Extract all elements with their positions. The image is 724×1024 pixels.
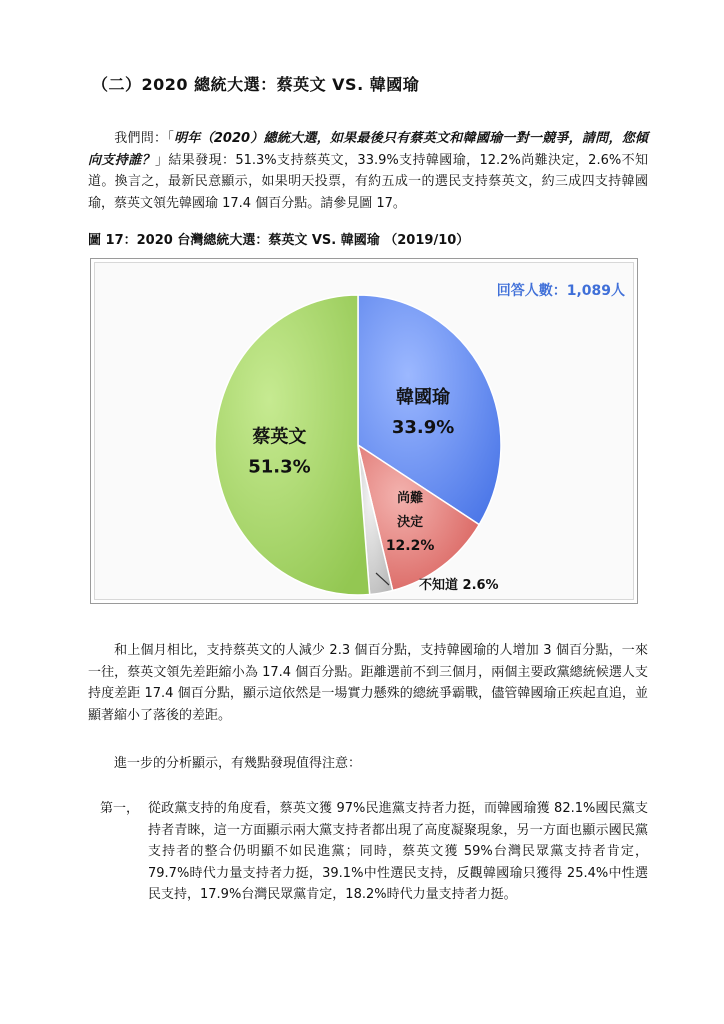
undecided-value: 12.2% <box>385 538 435 555</box>
comparison-paragraph <box>88 640 648 726</box>
undecided-label-line2: 決定 <box>397 515 424 531</box>
intro-paragraph <box>88 128 648 214</box>
pie-chart-frame <box>90 258 638 604</box>
han-kuo-yu-value: 33.9% <box>391 417 455 439</box>
pie-chart <box>91 259 637 603</box>
finding-item-1 <box>100 798 648 906</box>
section-heading: （二）2020 總統大選：蔡英文 VS. 韓國瑜 <box>92 75 420 94</box>
survey-question: 明年（2020）總統大選，如果最後只有蔡英文和韓國瑜一對一競爭，請問，您傾向支持誰？ <box>88 131 648 168</box>
intro-prefix: 我們問：「 <box>114 131 175 146</box>
respondent-count-label: 回答人數：1,089人 <box>496 283 625 299</box>
findings-intro-paragraph <box>88 753 648 775</box>
undecided-label-line1: 尚難 <box>397 491 424 507</box>
tsai-ing-wen-label: 蔡英文 <box>252 426 307 448</box>
comparison-text: 和上個月相比，支持蔡英文的人減少 2.3 個百分點，支持韓國瑜的人增加 3 個百分點，一來一往，蔡英文領先差距縮小為 17.4 個百分點。距離選前不到三個月，兩個主要政黨總統候選人支持度差距 17.4 個百分點，顯示這依然是一場實力懸殊的總統爭霸戰，儘管韓國瑜正疾起直追，並顯著縮小了落後的差距。 <box>88 643 648 723</box>
unknown-callout-label: 不知道 2.6% <box>419 578 499 593</box>
findings-intro-text: 進一步的分析顯示，有幾點發現值得注意： <box>114 756 362 771</box>
han-kuo-yu-label: 韓國瑜 <box>396 387 451 409</box>
finding-item-marker: 第一， <box>100 801 140 816</box>
tsai-ing-wen-value: 51.3% <box>248 456 311 478</box>
figure-caption: 圖 17：2020 台灣總統大選：蔡英文 VS. 韓國瑜 （2019/10） <box>88 233 470 248</box>
finding-item-text: 從政黨支持的角度看，蔡英文獲 97%民進黨支持者力挺，而韓國瑜獲 82.1%國民黨支持者青睞，這一方面顯示兩大黨支持者都出現了高度凝聚現象，另一方面也顯示國民黨支持者的整合仍明顯不如民進黨；同時，蔡英文獲 59%台灣民眾黨支持者肯定，79.7%時代力量支持者力挺，39.1%中性選民支持，反觀韓國瑜只獲得 25.4%中性選民支持，17.9%台灣民眾黨肯定，18.2%時代力量支持者力挺。 <box>148 801 648 902</box>
intro-result-text: 」結果發現：51.3%支持蔡英文，33.9%支持韓國瑜，12.2%尚難決定，2.6%不知道。換言之，最新民意顯示，如果明天投票，有約五成一的選民支持蔡英文，約三成四支持韓國瑜，蔡英文領先韓國瑜 17.4 個百分點。請參見圖 17。 <box>88 152 648 211</box>
